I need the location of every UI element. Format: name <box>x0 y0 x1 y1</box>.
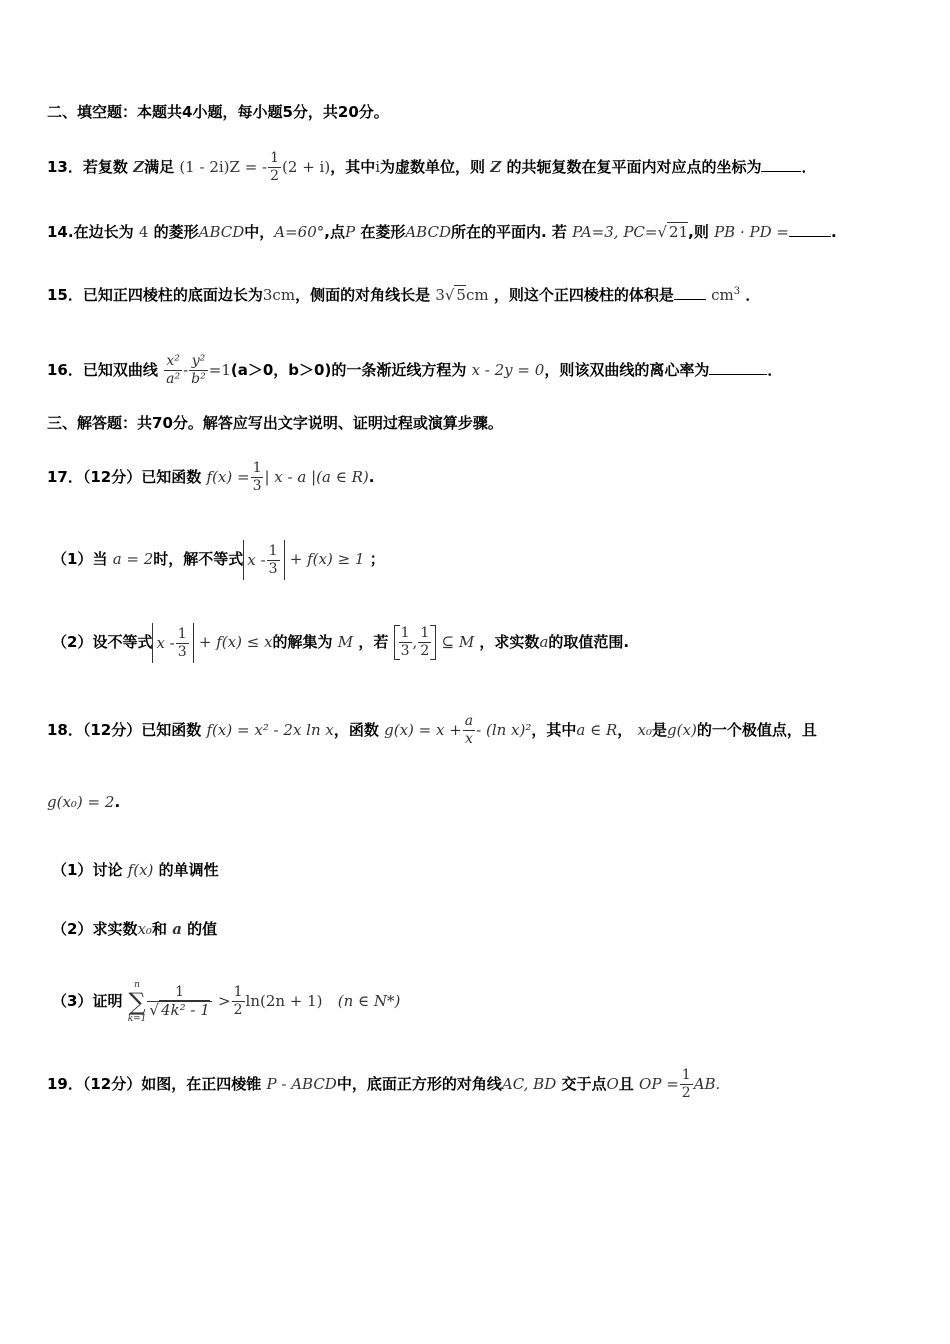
q19-frac <box>680 1067 693 1102</box>
question-15 <box>47 282 760 305</box>
q17-frac-den: 3 <box>252 478 262 494</box>
q17-p2-frac <box>176 626 189 661</box>
q15-text-3: ，则这个正四棱柱的体积是 <box>493 286 674 304</box>
q18-part-2 <box>52 919 217 939</box>
q18-part-3 <box>52 976 400 1026</box>
section-2-heading: 二、填空题：本题共4小题，每小题5分，共20分。 <box>47 103 389 121</box>
q18-p1-label: （1） <box>52 861 93 879</box>
q16-y-num: y² <box>189 353 208 371</box>
q17-p1-frac-den: 3 <box>268 560 278 577</box>
sigma-icon: ∑ <box>128 987 146 1016</box>
q14-point-p: P <box>344 223 356 241</box>
q18-part-1 <box>52 860 219 880</box>
q13-text-6: ． <box>801 158 817 176</box>
q17-p2-text-2: 的解集为 <box>272 633 333 651</box>
q18-p3-text-1: 证明 <box>92 992 123 1010</box>
q16-number: 16． <box>47 361 83 379</box>
q17-p1-text-1: 当 <box>92 550 108 568</box>
q17-frac-num: 1 <box>252 460 262 476</box>
q14-sqrt-21: 21 <box>669 223 689 241</box>
q18-p3-half-den: 2 <box>233 1002 243 1018</box>
q13-var-i: i <box>375 158 381 176</box>
q17-p1-inner: x - <box>247 550 266 569</box>
q17-p2-int-left-num: 1 <box>400 625 410 641</box>
question-14 <box>47 222 837 242</box>
q18-p3-ln: ln(2n + 1) <box>245 992 323 1010</box>
q18-text-3: ，其中 <box>531 721 577 739</box>
q14-text-8: . <box>830 223 837 241</box>
q13-var-z2: Z <box>490 158 502 176</box>
q17-p1-text-2: 时，解不等式 <box>153 550 244 568</box>
q17-p2-text-5: 的取值范围. <box>548 633 630 651</box>
q15-radicand: 5 <box>456 286 466 304</box>
q14-side: 4 <box>138 223 149 241</box>
q17-p2-var-a: a <box>539 633 549 651</box>
q15-number: 15． <box>47 286 83 304</box>
q18-p3-label: （3） <box>52 992 93 1010</box>
q14-sqrt-sign: √ <box>657 223 668 241</box>
q18-condition-line <box>47 792 120 812</box>
q17-p1-a-value: a = 2 <box>112 550 154 568</box>
q19-text-4: 且 <box>618 1075 634 1093</box>
q15-volume-exp: 3 <box>733 286 741 297</box>
q18-p1-text-1: 讨论 <box>92 861 123 879</box>
q14-text-5: 在菱形 <box>360 223 406 241</box>
q17-p1-abs <box>243 540 284 580</box>
q13-text-2: 满足 <box>144 158 175 176</box>
q18-p3-half-num: 1 <box>233 984 243 1000</box>
q18-text-6: 的一个极值点，且 <box>696 721 817 739</box>
q16-text-3: ，则该双曲线的离心率为 <box>544 361 710 379</box>
q17-p1-label: （1） <box>52 550 93 568</box>
q14-text-7: ,则 <box>688 223 709 241</box>
q18-condition: g(x₀) = 2 <box>47 793 115 811</box>
q17-p2-inner: x - <box>156 633 175 652</box>
q18-p3-frac-num: 1 <box>147 984 211 1002</box>
q17-p2-int-left-den: 3 <box>400 643 410 659</box>
q17-p2-abs <box>152 623 193 663</box>
q17-text-1: 已知函数 <box>141 468 202 486</box>
q18-p3-sum-bottom: k=1 <box>127 1013 147 1024</box>
q19-text-2: 中，底面正方形的对角线 <box>336 1075 502 1093</box>
q19-score: （12分） <box>82 1075 142 1093</box>
q16-minus: - <box>183 361 189 379</box>
q18-p2-x0: x₀ <box>137 920 152 938</box>
q19-text-3: 交于点 <box>561 1075 607 1093</box>
q15-sqrt-sign: √ <box>444 286 455 304</box>
q17-number: 17． <box>47 468 83 486</box>
q14-answer-blank[interactable] <box>789 236 831 237</box>
q17-score: （12分） <box>82 468 142 486</box>
q18-p3-frac <box>147 984 211 1020</box>
q17-p2-text-1: 设不等式 <box>92 633 153 651</box>
q18-p3-half <box>232 984 245 1019</box>
question-18 <box>47 713 817 748</box>
q19-number: 19． <box>47 1075 83 1093</box>
q19-frac-den: 2 <box>681 1085 691 1101</box>
q18-p2-label: （2） <box>52 920 93 938</box>
q18-p2-text-2: 和 <box>151 920 167 938</box>
q16-condition: (a＞0，b＞0) <box>230 361 332 379</box>
q18-text-7: . <box>114 793 121 811</box>
q17-p2-int-right-den: 2 <box>420 643 430 659</box>
q17-part-1 <box>52 537 385 581</box>
q17-p1-frac-num: 1 <box>268 542 278 559</box>
q18-p2-var-a: a <box>172 920 182 938</box>
q17-p1-frac <box>267 543 280 578</box>
q17-p2-int-right <box>418 625 431 660</box>
q14-text-4: ,点 <box>324 223 345 241</box>
q17-p2-interval <box>394 625 437 660</box>
q15-text-4: ． <box>745 286 761 304</box>
q18-p3-sum-top: n <box>134 979 140 990</box>
q17-p2-rest: + f(x) ≤ x <box>198 633 273 651</box>
q18-p3-radicand: 4k² - 1 <box>160 1000 210 1019</box>
q18-text-4: ， <box>617 721 633 739</box>
section-3-heading: 三、解答题：共70分。解答应写出文字说明、证明过程或演算步骤。 <box>47 414 503 432</box>
q17-p2-int-left <box>399 625 412 660</box>
q19-op: OP = <box>639 1075 679 1093</box>
q17-part-2 <box>52 620 629 664</box>
q13-text-4: 为虚数单位，则 <box>380 158 486 176</box>
q14-abcd: ABCD <box>198 223 245 241</box>
q14-condition: PA=3, PC= <box>572 223 658 241</box>
q14-text-2: 的菱形 <box>153 223 199 241</box>
q13-text-1: 若复数 <box>82 158 128 176</box>
q19-point-o: O <box>606 1075 619 1093</box>
q13-var-z: Z <box>133 158 145 176</box>
q17-p2-frac-num: 1 <box>177 625 187 642</box>
q16-eq-one: =1 <box>208 361 231 379</box>
q15-text-1: 已知正四棱柱的底面边长为 <box>82 286 263 304</box>
q13-fraction <box>268 150 281 185</box>
q15-volume-unit: cm <box>711 286 734 304</box>
q17-p1-text-3: ； <box>369 550 385 568</box>
q14-dot-product: PB · PD = <box>714 223 789 241</box>
q13-frac-num: 1 <box>270 150 280 166</box>
q17-p2-set-m: M <box>337 633 354 651</box>
q18-text-2: ，函数 <box>333 721 379 739</box>
q16-x-den: a² <box>166 371 181 387</box>
q14-number: 14. <box>47 223 74 241</box>
q13-text-3: ，其中 <box>330 158 376 176</box>
q14-text-3: 中， <box>244 223 275 241</box>
q18-p3-sum <box>128 979 147 1025</box>
q17-p2-subset: ⊆ M <box>441 633 475 651</box>
q18-a-in-r: a ∈ R <box>576 721 618 739</box>
q18-p3-gt: > <box>218 992 231 1010</box>
q16-text-1: 已知双曲线 <box>82 361 158 379</box>
q13-text-5: 的共轭复数在复平面内对应点的坐标为 <box>506 158 762 176</box>
q16-frac-y <box>189 353 208 388</box>
q17-p2-text-3: ，若 <box>358 633 389 651</box>
q13-number: 13． <box>47 158 83 176</box>
question-13 <box>47 150 817 185</box>
q13-eq-right: (2 + i) <box>282 158 331 176</box>
q18-text-1: 已知函数 <box>141 721 202 739</box>
q16-asymptote: x - 2y = 0 <box>471 361 545 379</box>
q13-frac-den: 2 <box>270 168 280 184</box>
q16-x-num: x² <box>164 353 182 371</box>
q17-text-2: . <box>368 468 375 486</box>
q13-eq-left: (1 - 2i)Z = - <box>179 158 268 176</box>
q17-p2-int-comma: , <box>412 633 418 651</box>
q17-p2-frac-den: 3 <box>177 643 187 660</box>
q17-domain: (a ∈ R) <box>316 468 369 486</box>
q18-g-frac-den: x <box>465 731 473 747</box>
q15-coef: 3 <box>435 286 445 304</box>
q18-g-frac <box>463 713 475 748</box>
q18-p1-fx: f(x) <box>127 861 154 879</box>
q14-angle: A=60° <box>274 223 325 241</box>
q17-p2-text-4: ，求实数 <box>479 633 540 651</box>
q17-p2-label: （2） <box>52 633 93 651</box>
q16-text-2: 的一条渐近线方程为 <box>331 361 467 379</box>
q18-score: （12分） <box>82 721 142 739</box>
q18-p3-frac-den <box>147 1002 211 1020</box>
q17-p2-int-right-num: 1 <box>420 625 430 641</box>
q15-answer-blank[interactable] <box>674 299 706 300</box>
q17-abs: | x - a | <box>264 468 317 486</box>
q18-p2-text-1: 求实数 <box>92 920 138 938</box>
q18-text-5: 是 <box>652 721 668 739</box>
q16-answer-blank[interactable] <box>709 374 767 375</box>
q14-text-6: 所在的平面内. 若 <box>450 223 567 241</box>
q17-p1-rest: + f(x) ≥ 1 <box>289 550 365 568</box>
q13-answer-blank[interactable] <box>761 171 801 172</box>
q18-g-frac-num: a <box>464 713 474 729</box>
q18-number: 18． <box>47 721 83 739</box>
q18-p1-text-2: 的单调性 <box>158 861 219 879</box>
q19-frac-num: 1 <box>681 1067 691 1083</box>
q16-text-4: ． <box>767 361 783 379</box>
q14-text-1: 在边长为 <box>73 223 134 241</box>
q16-y-den: b² <box>191 371 206 387</box>
q15-base-length: 3cm <box>262 286 296 304</box>
question-19 <box>47 1062 720 1106</box>
q18-p3-sqrt-sign: √ <box>149 1000 159 1019</box>
q19-ab: AB. <box>693 1075 721 1093</box>
q19-text-1: 如图，在正四棱锥 <box>141 1075 262 1093</box>
q17-frac <box>251 460 264 495</box>
question-16 <box>47 353 782 388</box>
q18-fx: f(x) = x² - 2x ln x <box>206 721 334 739</box>
q18-x0: x₀ <box>637 721 653 739</box>
q18-p3-domain: (n ∈ N*) <box>337 992 401 1010</box>
q18-g-rest: - (ln x)² <box>476 721 532 739</box>
q17-fx: f(x) = <box>206 468 250 486</box>
q18-p2-text-3: 的值 <box>187 920 218 938</box>
q15-unit: cm <box>465 286 489 304</box>
q18-gx-2: g(x) <box>667 721 697 739</box>
q14-abcd-2: ABCD <box>405 223 451 241</box>
q19-pyramid: P - ABCD <box>266 1075 337 1093</box>
q19-diagonals: AC, BD <box>501 1075 557 1093</box>
question-17 <box>47 460 374 495</box>
q16-frac-x <box>164 353 182 388</box>
q15-text-2: ，侧面的对角线长是 <box>295 286 431 304</box>
q18-gx: g(x) = x + <box>384 721 462 739</box>
